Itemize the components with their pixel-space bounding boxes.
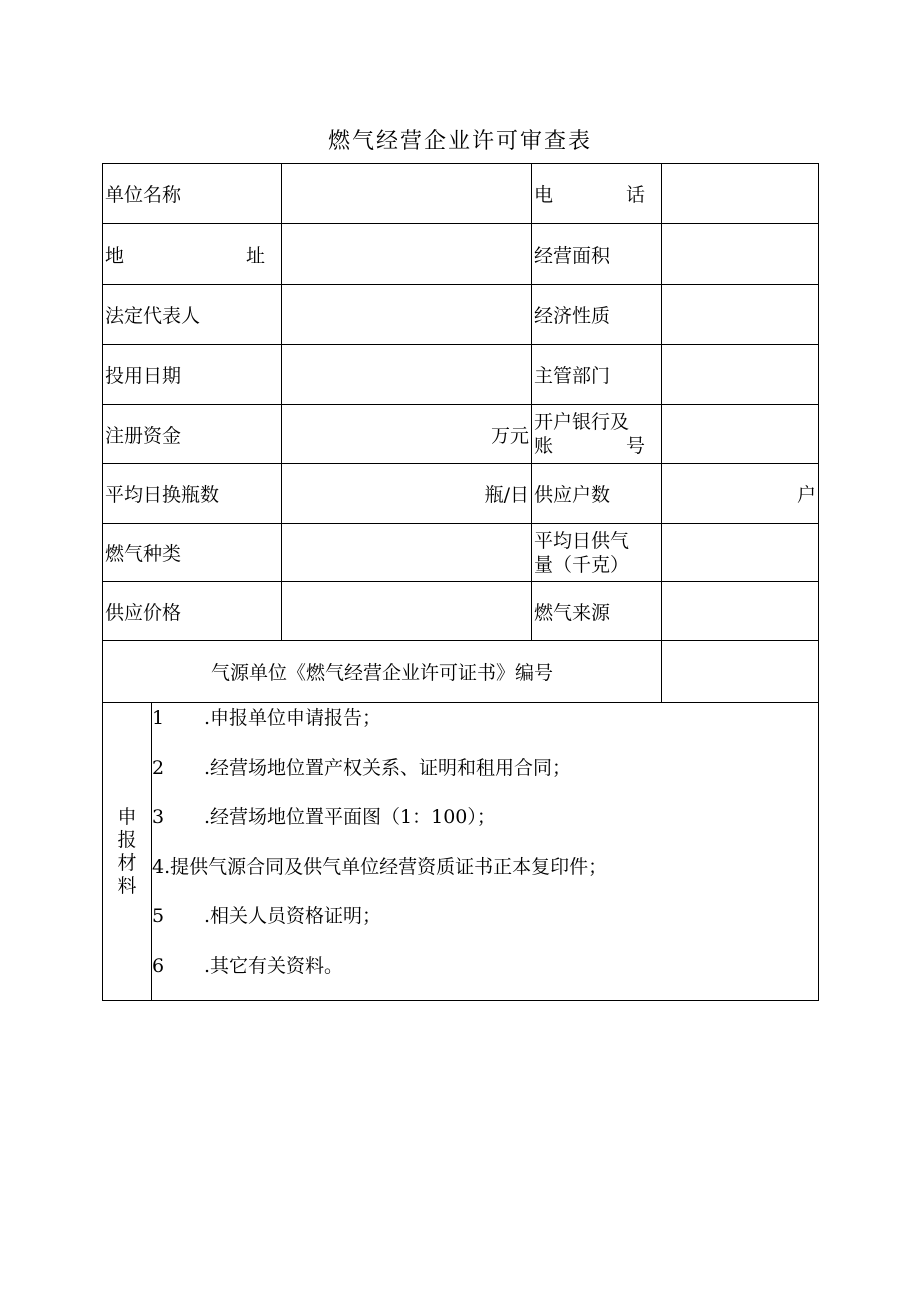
- authority-value[interactable]: [662, 345, 819, 405]
- materials-label: [103, 703, 152, 1001]
- bottles-unit: 瓶/日: [484, 484, 530, 506]
- daily-supply-label: [532, 524, 662, 582]
- price-value[interactable]: [282, 582, 532, 641]
- bottles-value[interactable]: [282, 464, 532, 524]
- households-value[interactable]: [662, 464, 819, 524]
- materials-label-char: 料: [117, 874, 137, 897]
- business-area-value[interactable]: [662, 224, 819, 285]
- address-value[interactable]: [282, 224, 532, 285]
- item-number: 3: [152, 806, 165, 828]
- phone-label-second: 话: [626, 184, 646, 206]
- address-label-second: 址: [246, 244, 266, 267]
- item-number: 2: [152, 756, 165, 779]
- gas-source-value[interactable]: [662, 582, 819, 641]
- list-item: [152, 901, 818, 951]
- item-text: .相关人员资格证明；: [204, 905, 382, 927]
- address-label-first: 地: [105, 244, 125, 267]
- page-title: 燃气经营企业许可审查表: [327, 129, 592, 154]
- price-label: 供应价格: [103, 582, 282, 641]
- row-capital: [103, 405, 819, 464]
- phone-label: [532, 164, 662, 224]
- bank-account-label-line2-second: 号: [626, 435, 646, 457]
- unit-name-value[interactable]: [282, 164, 532, 224]
- materials-list: [152, 703, 819, 1001]
- item-number: 6: [152, 954, 165, 977]
- bank-account-label-line1: 开户银行及: [534, 411, 630, 433]
- gas-type-value[interactable]: [282, 524, 532, 582]
- row-start-date: [103, 345, 819, 405]
- row-bottles: [103, 464, 819, 524]
- row-license-number: [103, 641, 819, 703]
- row-gas-type: [103, 524, 819, 582]
- item-number: 5: [152, 905, 165, 927]
- review-form-table: [102, 163, 819, 1001]
- row-price: [103, 582, 819, 641]
- list-item: [152, 703, 818, 753]
- business-area-label: 经营面积: [532, 224, 662, 285]
- unit-name-label: 单位名称: [103, 164, 282, 224]
- row-materials: [103, 703, 819, 1001]
- phone-label-first: 电: [534, 184, 554, 206]
- legal-rep-label: 法定代表人: [103, 285, 282, 345]
- bank-account-value[interactable]: [662, 405, 819, 464]
- list-item: [152, 951, 818, 1001]
- list-item: [152, 852, 818, 902]
- economic-nature-label: 经济性质: [532, 285, 662, 345]
- households-unit: 户: [797, 484, 817, 506]
- legal-rep-value[interactable]: [282, 285, 532, 345]
- authority-label: 主管部门: [532, 345, 662, 405]
- start-date-label: 投用日期: [103, 345, 282, 405]
- item-number: 1: [152, 707, 165, 729]
- materials-label-char: 申: [117, 805, 137, 828]
- item-text: .经营场地位置平面图（1：100）；: [204, 806, 496, 828]
- item-text: .其它有关资料。: [204, 954, 344, 977]
- phone-value[interactable]: [662, 164, 819, 224]
- item-number: 4: [152, 855, 165, 878]
- capital-value[interactable]: [282, 405, 532, 464]
- daily-supply-value[interactable]: [662, 524, 819, 582]
- bank-account-label: [532, 405, 662, 464]
- bank-account-label-line2-first: 账: [534, 435, 554, 457]
- item-text: .提供气源合同及供气单位经营资质证书正本复印件；: [164, 855, 608, 878]
- households-label: 供应户数: [532, 464, 662, 524]
- economic-nature-value[interactable]: [662, 285, 819, 345]
- materials-label-char: 材: [117, 851, 137, 874]
- materials-label-char: 报: [117, 828, 137, 851]
- license-number-value[interactable]: [662, 641, 819, 703]
- item-text: .经营场地位置产权关系、证明和租用合同；: [204, 756, 572, 779]
- row-legal-rep: [103, 285, 819, 345]
- item-text: .申报单位申请报告；: [204, 707, 382, 729]
- gas-source-label: 燃气来源: [532, 582, 662, 641]
- daily-supply-label-line1: 平均日供气: [534, 529, 630, 552]
- gas-type-label: 燃气种类: [103, 524, 282, 582]
- list-item: [152, 753, 818, 803]
- list-item: [152, 802, 818, 852]
- capital-unit: 万元: [491, 424, 530, 447]
- bottles-label: 平均日换瓶数: [103, 464, 282, 524]
- start-date-value[interactable]: [282, 345, 532, 405]
- capital-label: 注册资金: [103, 405, 282, 464]
- row-unit-name: [103, 164, 819, 224]
- row-address: [103, 224, 819, 285]
- daily-supply-label-line2: 量（千克）: [534, 553, 630, 576]
- address-label: [103, 224, 282, 285]
- license-number-label: 气源单位《燃气经营企业许可证书》编号: [103, 641, 662, 703]
